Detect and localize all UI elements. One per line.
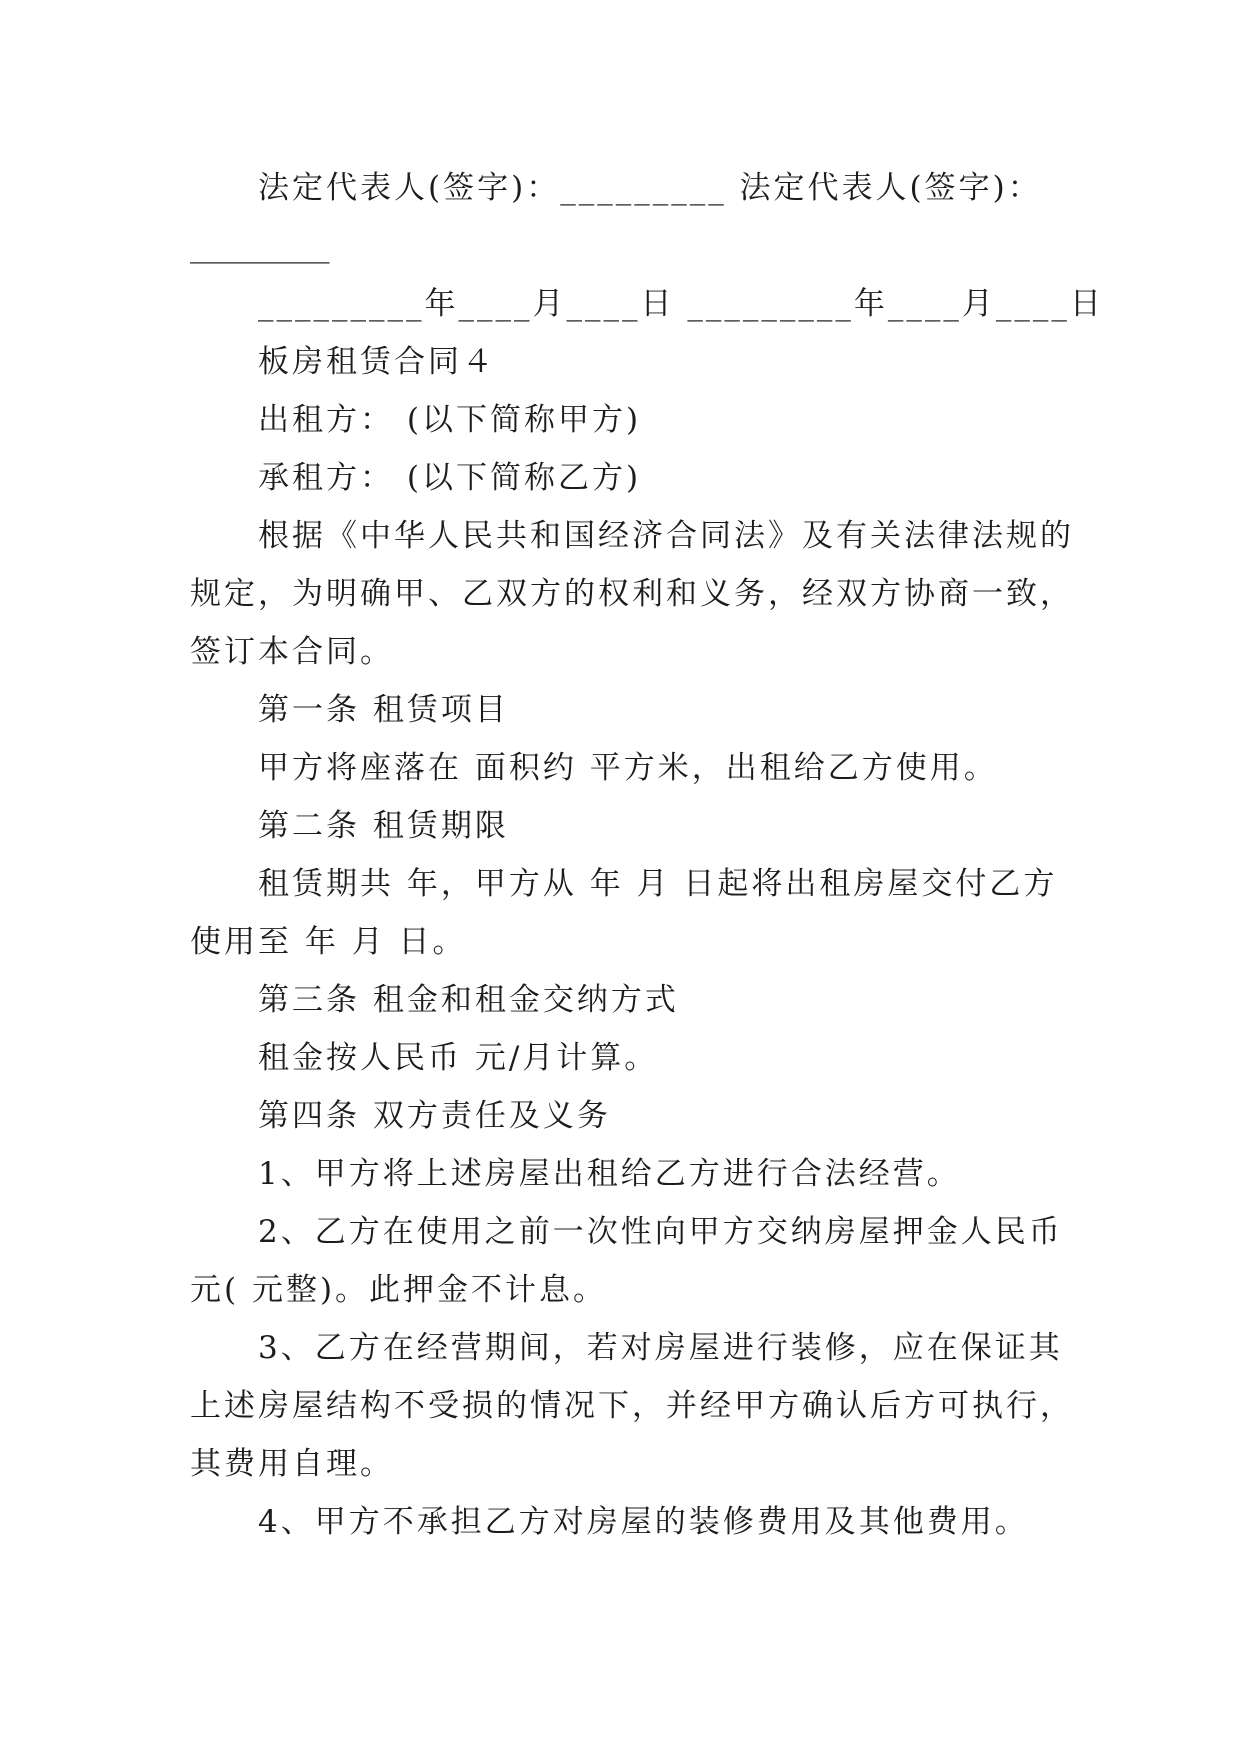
article-1-heading: 第一条 租赁项目 [258, 692, 509, 728]
article-4-item-3-line-3: 其费用自理。 [190, 1446, 394, 1482]
article-2-body-1: 租赁期共 年，甲方从 年 月 日起将出租房屋交付乙方 [258, 866, 1058, 902]
article-4-heading: 第四条 双方责任及义务 [258, 1098, 611, 1134]
article-4-item-4: 4、甲方不承担乙方对房屋的装修费用及其他费用。 [258, 1504, 1029, 1540]
article-3-heading: 第三条 租金和租金交纳方式 [258, 982, 679, 1018]
preamble-line-3: 签订本合同。 [190, 634, 394, 670]
document-body [190, 159, 1104, 1551]
preamble-line-1: 根据《中华人民共和国经济合同法》及有关法律法规的 [258, 518, 1074, 554]
article-1-body: 甲方将座落在 面积约 平方米，出租给乙方使用。 [258, 750, 998, 786]
article-4-item-3-line-1: 3、乙方在经营期间，若对房屋进行装修，应在保证其 [258, 1330, 1063, 1366]
signature-blank: _________ [190, 228, 330, 264]
article-4-item-1: 1、甲方将上述房屋出租给乙方进行合法经营。 [258, 1156, 961, 1192]
contract-title: 板房租赁合同４ [258, 344, 496, 380]
article-4-item-3-line-2: 上述房屋结构不受损的情况下，并经甲方确认后方可执行， [190, 1388, 1074, 1424]
article-2-heading: 第二条 租赁期限 [258, 808, 509, 844]
date-line: _________年____月____日 _________年____月____日 [258, 286, 1104, 322]
article-4-item-2-line-2: 元( 元整)。此押金不计息。 [190, 1272, 608, 1308]
lessee-line: 承租方： (以下简称乙方) [258, 460, 642, 496]
article-3-body: 租金按人民币 元/月计算。 [258, 1040, 659, 1076]
article-2-body-2: 使用至 年 月 日。 [190, 924, 467, 960]
lessor-line: 出租方： (以下简称甲方) [258, 402, 642, 438]
signature-line: 法定代表人(签字)：_________ 法定代表人(签字)： [258, 170, 1042, 206]
preamble-line-2: 规定，为明确甲、乙双方的权利和义务，经双方协商一致， [190, 576, 1074, 612]
article-4-item-2-line-1: 2、乙方在使用之前一次性向甲方交纳房屋押金人民币 [258, 1214, 1063, 1250]
